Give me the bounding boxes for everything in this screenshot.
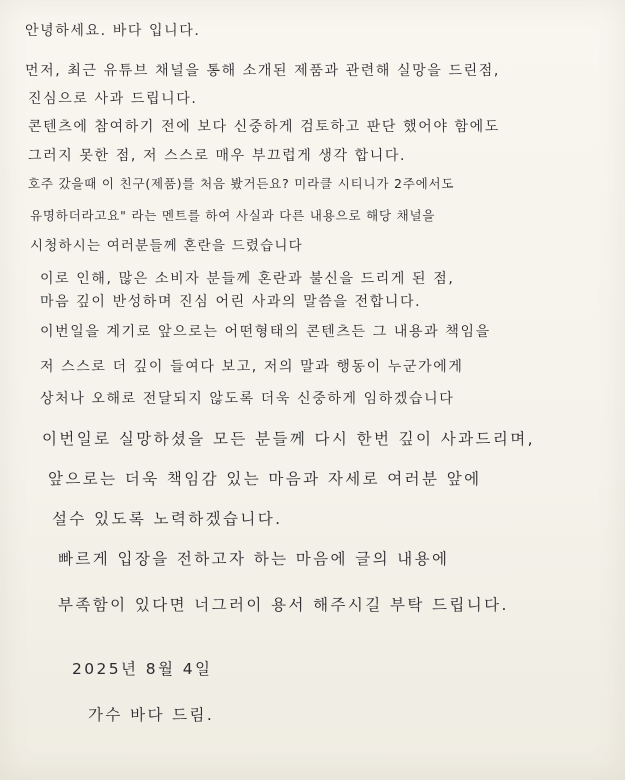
paragraph4-line2: 저 스스로 더 깊이 들여다 보고, 저의 말과 행동이 누군가에게: [40, 359, 464, 375]
paragraph5-line3: 설수 있도록 노력하겠습니다.: [52, 510, 283, 528]
paragraph2-line5: 시청하시는 여러분들께 혼란을 드렸습니다: [30, 238, 303, 254]
paragraph4-line1: 이번일을 계기로 앞으로는 어떤형태의 콘텐츠든 그 내용과 책임을: [40, 324, 491, 340]
letter-signature: 가수 바다 드림.: [88, 706, 215, 724]
paragraph1-line2: 진심으로 사과 드립니다.: [28, 91, 198, 107]
paragraph5-line1: 이번일로 실망하셨을 모든 분들께 다시 한번 깊이 사과드리며,: [42, 430, 535, 448]
paragraph6-line2: 부족함이 있다면 너그러이 용서 해주시길 부탁 드립니다.: [58, 596, 509, 614]
paragraph2-line2: 그러지 못한 점, 저 스스로 매우 부끄럽게 생각 합니다.: [28, 148, 407, 164]
letter-date: 2025년 8월 4일: [72, 660, 213, 678]
paragraph3-line1: 이로 인해, 많은 소비자 분들께 혼란과 불신을 드리게 된 점,: [40, 271, 455, 287]
paragraph1-line1: 먼저, 최근 유튜브 채널을 통해 소개된 제품과 관련해 실망을 드린점,: [25, 63, 500, 79]
paragraph2-line4: 유명하더라고요" 라는 멘트를 하여 사실과 다른 내용으로 해당 채널을: [30, 208, 436, 223]
greeting-line: 안녕하세요. 바다 입니다.: [25, 23, 201, 39]
paragraph2-line3: 호주 갔을때 이 친구(제품)를 처음 봤거든요? 미라클 시티니가 2주에서도: [28, 176, 455, 191]
paragraph2-line1: 콘텐츠에 참여하기 전에 보다 신중하게 검토하고 판단 했어야 함에도: [28, 119, 500, 135]
paragraph4-line3: 상처나 오해로 전달되지 않도록 더욱 신중하게 임하겠습니다: [40, 391, 455, 407]
paragraph5-line2: 앞으로는 더욱 책임감 있는 마음과 자세로 여러분 앞에: [48, 470, 482, 488]
paragraph3-line2: 마음 깊이 반성하며 진심 어린 사과의 말씀을 전합니다.: [40, 294, 422, 310]
paragraph6-line1: 빠르게 입장을 전하고자 하는 마음에 글의 내용에: [58, 550, 450, 568]
